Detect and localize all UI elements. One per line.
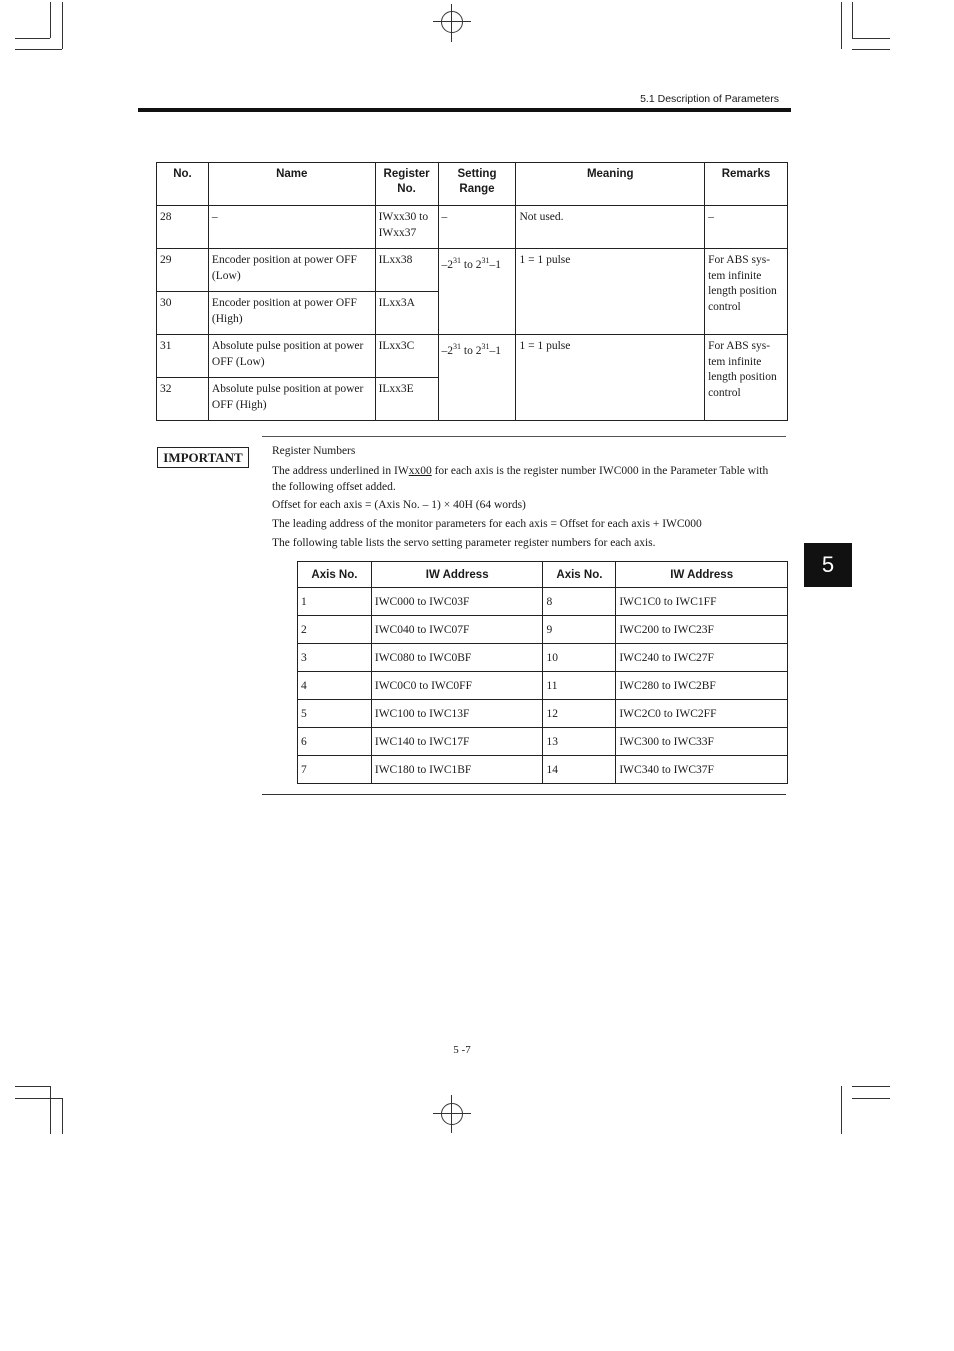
cell-name: Absolute pulse position at power OFF (Low): [208, 335, 375, 378]
setting-text: –1: [489, 344, 501, 357]
cell-register: ILxx3C: [375, 335, 438, 378]
cell-address: IWC300 to IWC33F: [616, 728, 788, 756]
table-row: [157, 335, 788, 378]
cell-axis: 7: [298, 756, 372, 784]
cell-axis: 1: [298, 588, 372, 616]
cell-address: IWC100 to IWC13F: [371, 700, 543, 728]
table-header-row: [157, 163, 788, 206]
section-divider: [262, 794, 786, 795]
cell-name: Encoder position at power OFF (Low): [208, 249, 375, 292]
cell-address: IWC080 to IWC0BF: [371, 644, 543, 672]
crop-mark: [62, 1098, 63, 1134]
section-divider: [262, 436, 786, 437]
crop-mark: [852, 38, 890, 39]
column-header: Axis No.: [298, 562, 372, 588]
crop-mark: [841, 2, 842, 49]
cell-name: –: [208, 206, 375, 249]
cell-name: Absolute pulse position at power OFF (High): [208, 378, 375, 421]
important-paragraph: [272, 464, 782, 495]
cell-register: ILxx3E: [375, 378, 438, 421]
table-row: [298, 756, 788, 784]
offset-formula: Offset for each axis = (Axis No. – 1) × 40H (64 words): [272, 499, 526, 511]
crop-mark: [841, 1086, 842, 1134]
cell-axis: 3: [298, 644, 372, 672]
cell-no: 28: [157, 206, 209, 249]
cell-axis: 6: [298, 728, 372, 756]
cell-no: 30: [157, 292, 209, 335]
cell-address: IWC280 to IWC2BF: [616, 672, 788, 700]
column-header: IW Address: [371, 562, 543, 588]
table-row: [298, 728, 788, 756]
setting-text: –1: [489, 258, 501, 271]
cell-address: IWC040 to IWC07F: [371, 616, 543, 644]
cell-setting: [438, 249, 516, 335]
cell-meaning: 1 = 1 pulse: [516, 249, 705, 335]
column-header: [438, 163, 516, 206]
cell-no: 32: [157, 378, 209, 421]
cell-name: Encoder position at power OFF (High): [208, 292, 375, 335]
header-rule: [138, 108, 791, 112]
setting-exponent: 31: [481, 342, 490, 351]
paragraph-text: The address underlined in IW: [272, 465, 409, 477]
column-header: No.: [157, 163, 209, 206]
cell-no: 29: [157, 249, 209, 292]
column-header: Remarks: [705, 163, 788, 206]
table-row: [298, 588, 788, 616]
column-header: Name: [208, 163, 375, 206]
crop-mark: [852, 1098, 890, 1099]
registration-mark: [433, 1113, 471, 1114]
setting-text: –2: [441, 258, 454, 271]
cell-address: IWC0C0 to IWC0FF: [371, 672, 543, 700]
cell-no: 31: [157, 335, 209, 378]
cell-setting: –: [438, 206, 516, 249]
axis-address-table: [297, 561, 788, 784]
paragraph-text: for each axis is the register number IWC000 in the Parameter Table with the following offset added.: [272, 465, 769, 493]
crop-mark: [15, 1098, 62, 1099]
cell-axis: 11: [543, 672, 616, 700]
table-row: [157, 249, 788, 292]
setting-exponent: 31: [453, 342, 462, 351]
cell-address: IWC340 to IWC37F: [616, 756, 788, 784]
cell-axis: 10: [543, 644, 616, 672]
column-header: [375, 163, 438, 206]
setting-text: to 2: [461, 258, 482, 271]
cell-address: IWC2C0 to IWC2FF: [616, 700, 788, 728]
crop-mark: [15, 1086, 50, 1087]
important-title: Register Numbers: [272, 445, 356, 457]
cell-address: IWC240 to IWC27F: [616, 644, 788, 672]
cell-meaning: Not used.: [516, 206, 705, 249]
setting-text: –2: [441, 344, 454, 357]
cell-axis: 4: [298, 672, 372, 700]
registration-mark: [441, 1103, 463, 1125]
table-header-row: [298, 562, 788, 588]
crop-mark: [15, 38, 50, 39]
cell-address: IWC200 to IWC23F: [616, 616, 788, 644]
table-row: [298, 644, 788, 672]
cell-meaning: 1 = 1 pulse: [516, 335, 705, 421]
cell-axis: 5: [298, 700, 372, 728]
setting-exponent: 31: [453, 256, 462, 265]
underlined-address: xx00: [408, 465, 432, 477]
crop-mark: [50, 1086, 51, 1134]
crop-mark: [50, 2, 51, 38]
cell-address: IWC180 to IWC1BF: [371, 756, 543, 784]
cell-axis: 9: [543, 616, 616, 644]
cell-axis: 2: [298, 616, 372, 644]
registration-mark: [451, 1095, 452, 1133]
cell-remarks: For ABS sys-tem infinite length position control: [705, 335, 788, 421]
crop-mark: [15, 49, 62, 50]
registration-mark: [451, 4, 452, 42]
column-header: Axis No.: [543, 562, 616, 588]
section-header: 5.1 Description of Parameters: [640, 93, 779, 105]
table-row: [298, 672, 788, 700]
header-line: Register: [383, 168, 430, 180]
setting-text: to 2: [461, 344, 482, 357]
registration-mark: [441, 11, 463, 33]
column-header: Meaning: [516, 163, 705, 206]
cell-register: ILxx3A: [375, 292, 438, 335]
table-row: [298, 616, 788, 644]
leading-address-formula: The leading address of the monitor parameters for each axis = Offset for each axis + IWC000: [272, 518, 702, 530]
cell-register: IWxx30 to IWxx37: [375, 206, 438, 249]
cell-remarks: For ABS sys-tem infinite length position control: [705, 249, 788, 335]
cell-address: IWC140 to IWC17F: [371, 728, 543, 756]
cell-address: IWC000 to IWC03F: [371, 588, 543, 616]
parameter-table: [156, 162, 788, 421]
chapter-tab: 5: [804, 543, 852, 587]
table-row: [298, 700, 788, 728]
cell-setting: [438, 335, 516, 421]
cell-axis: 12: [543, 700, 616, 728]
table-row: [157, 206, 788, 249]
cell-remarks: –: [705, 206, 788, 249]
cell-axis: 13: [543, 728, 616, 756]
cell-address: IWC1C0 to IWC1FF: [616, 588, 788, 616]
cell-axis: 8: [543, 588, 616, 616]
crop-mark: [852, 1086, 890, 1087]
setting-exponent: 31: [481, 256, 490, 265]
crop-mark: [852, 49, 890, 50]
cell-axis: 14: [543, 756, 616, 784]
header-line: Setting: [457, 168, 497, 180]
page-number: 5 -7: [453, 1044, 471, 1056]
column-header: IW Address: [616, 562, 788, 588]
header-line: Range: [459, 183, 495, 195]
crop-mark: [852, 2, 853, 38]
registration-mark: [433, 21, 471, 22]
table-intro: The following table lists the servo setting parameter register numbers for each axis.: [272, 537, 656, 549]
header-line: No.: [397, 183, 416, 195]
crop-mark: [62, 2, 63, 49]
important-label: IMPORTANT: [157, 447, 249, 468]
cell-register: ILxx38: [375, 249, 438, 292]
